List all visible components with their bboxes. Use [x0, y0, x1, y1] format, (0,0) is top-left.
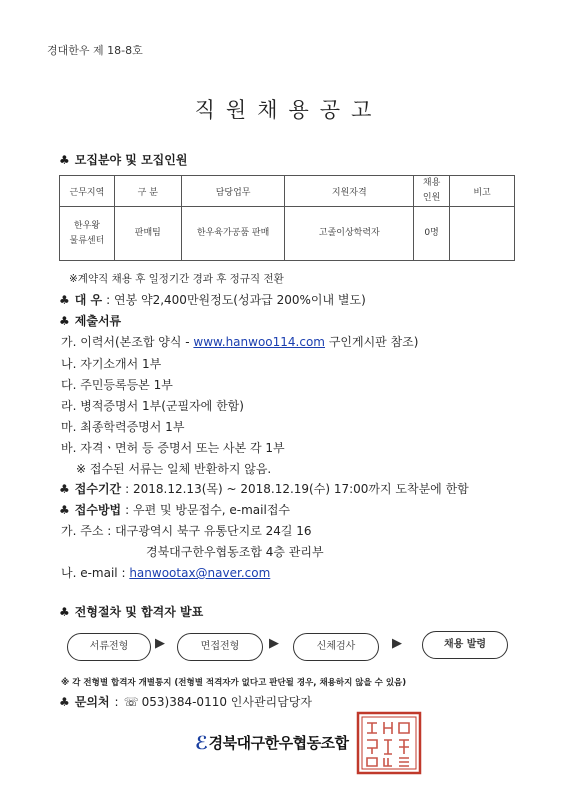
arrow-right-icon: ▶	[392, 636, 402, 651]
hanwoo114-link[interactable]: www.hanwoo114.com	[193, 335, 325, 349]
document-item-ma: 마. 최종학력증명서 1부	[61, 420, 185, 434]
header-count: 채용 인원	[414, 176, 450, 207]
process-note: ※ 각 전형별 합격자 개별통지 (전형별 적격자가 없다고 판단될 경우, 채용하지 않을 수 있음)	[61, 678, 407, 688]
organization-logo-icon: ℰ	[195, 733, 208, 754]
document-item-ra: 라. 병적증명서 1부(군필자에 한함)	[61, 399, 244, 413]
document-item-na: 나. 자기소개서 1부	[61, 357, 162, 371]
club-icon: ♣	[59, 695, 70, 709]
header-qualification: 지원자격	[285, 176, 414, 207]
club-icon: ♣	[59, 153, 70, 167]
telephone-icon: ☏	[123, 695, 139, 709]
club-icon: ♣	[59, 482, 70, 496]
cell-region: 한우왕 물류센터	[60, 207, 115, 261]
process-step-physical: 신체검사	[293, 633, 379, 661]
header-category: 구 분	[114, 176, 181, 207]
section-recruit-field-label: 모집분야 및 모집인원	[74, 153, 188, 167]
cell-category: 판매팀	[114, 207, 181, 261]
footer-organization	[195, 732, 349, 753]
club-icon: ♣	[59, 605, 70, 619]
address-line-1: 가. 주소 : 대구광역시 북구 유통단지로 24길 16	[61, 524, 312, 538]
section-documents-label: 제출서류	[74, 314, 122, 328]
email-link[interactable]: hanwootax@naver.com	[129, 566, 271, 580]
pay-line	[59, 291, 366, 308]
document-item-ga: 가. 이력서(본조합 양식 - www.hanwoo114.com 구인게시판 참조)	[61, 335, 419, 349]
document-item-ba: 바. 자격ㆍ면허 등 증명서 또는 사본 각 1부	[61, 441, 285, 455]
arrow-right-icon: ▶	[269, 636, 279, 651]
club-icon: ♣	[59, 503, 70, 517]
organization-name: 경북대구한우협동조합	[208, 734, 349, 752]
period-line	[59, 480, 469, 497]
document-number: 경대한우 제 18-8호	[47, 44, 143, 57]
table-row	[60, 207, 515, 261]
process-step-documents: 서류전형	[67, 633, 151, 661]
club-icon: ♣	[59, 293, 70, 307]
method-label: 접수방법	[74, 503, 122, 517]
club-icon: ♣	[59, 314, 70, 328]
pay-label: 대 우	[74, 293, 103, 307]
method-text: : 우편 및 방문접수, e-mail접수	[125, 503, 291, 517]
page-title: 직원채용공고	[194, 98, 383, 122]
period-label: 접수기간	[74, 482, 122, 496]
period-text: : 2018.12.13(목) ~ 2018.12.19(수) 17:00까지 도착분에 한함	[125, 482, 469, 496]
address-line-2: 경북대구한우협동조합 4층 관리부	[146, 545, 324, 559]
section-process	[59, 603, 203, 620]
recruit-table	[59, 175, 515, 261]
process-step-appointment: 채용 발령	[422, 631, 508, 659]
header-note: 비고	[450, 176, 515, 207]
documents-note: ※ 접수된 서류는 일체 반환하지 않음.	[76, 462, 272, 476]
cell-count: 0명	[414, 207, 450, 261]
document-item-da: 다. 주민등록등본 1부	[61, 378, 173, 392]
method-line	[59, 501, 290, 518]
section-process-label: 전형절차 및 합격자 발표	[74, 605, 204, 619]
cell-duty: 한우육가공품 판매	[181, 207, 285, 261]
contact-line: ♣ 문의처 : ☏ 053)384-0110 인사관리담당자	[59, 695, 312, 709]
section-recruit-field	[59, 151, 187, 168]
official-seal-icon	[355, 710, 423, 776]
process-step-interview: 면접전형	[177, 633, 263, 661]
cell-qualification: 고졸이상학력자	[285, 207, 414, 261]
pay-text: : 연봉 약2,400만원정도(성과급 200%이내 별도)	[106, 293, 366, 307]
contact-text: 053)384-0110 인사관리담당자	[141, 695, 312, 709]
cell-note	[450, 207, 515, 261]
contact-label: 문의처	[74, 695, 110, 709]
table-header-row	[60, 176, 515, 207]
arrow-right-icon: ▶	[155, 636, 165, 651]
header-duty: 담당업무	[181, 176, 285, 207]
header-region: 근무지역	[60, 176, 115, 207]
section-documents	[59, 312, 121, 329]
contract-note: ※계약직 채용 후 일정기간 경과 후 정규직 전환	[69, 273, 284, 285]
email-line: 나. e-mail : hanwootax@naver.com	[61, 566, 271, 580]
